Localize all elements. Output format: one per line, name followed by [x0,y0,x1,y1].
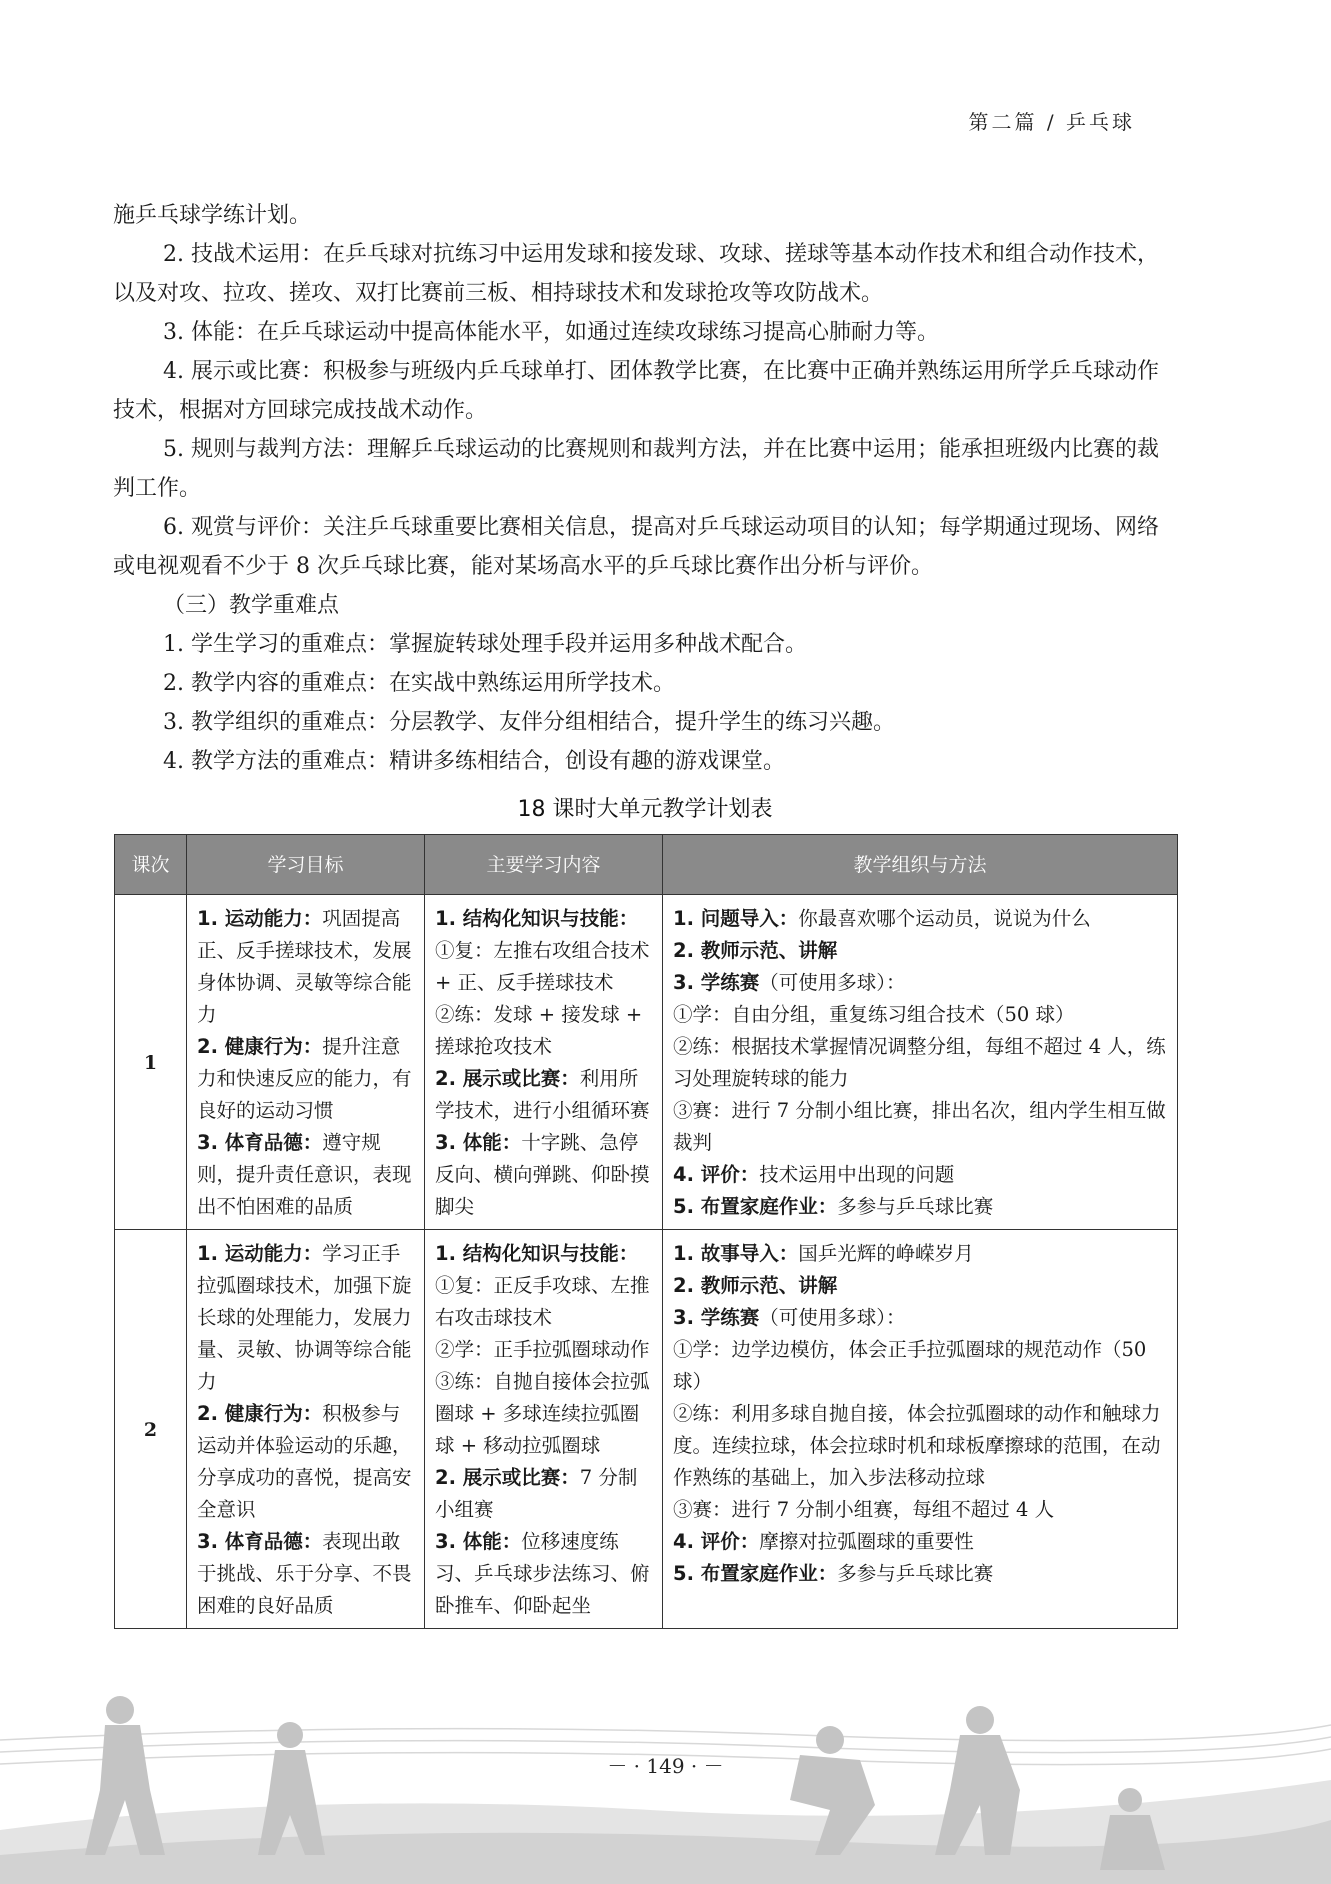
paragraph: 2. 技战术运用：在乒乓球对抗练习中运用发球和接发球、攻球、搓球等基本动作技术和组合动作技术，以及对攻、拉攻、搓攻、双打比赛前三板、相持球技术和发球抢攻等攻防战术。 [113,242,1159,306]
content-keyword: 2. 展示或比赛： [435,1067,580,1090]
method-keyword: 4. 评价： [673,1530,760,1553]
lesson-plan-table [114,834,1178,1629]
paragraph: 3. 体能：在乒乓球运动中提高体能水平，如通过连续攻球练习提高心肺耐力等。 [163,320,939,345]
content-line [435,1238,652,1270]
body-text [113,196,1177,781]
lesson-number: 2 [115,1230,187,1629]
goal-line [197,1127,414,1223]
content-text: ②学：正手拉弧圈球动作 [435,1338,650,1361]
table-row [115,895,1178,1230]
method-keyword: 1. 问题导入： [673,907,799,930]
goal-line [197,1526,414,1622]
methods-cell [663,1230,1178,1629]
header-lesson: 课次 [115,835,187,895]
method-line [673,903,1167,935]
content-line [435,1366,652,1462]
paragraph: 5. 规则与裁判方法：理解乒乓球运动的比赛规则和裁判方法，并在比赛中运用；能承担班级内比赛的裁判工作。 [113,437,1159,501]
goal-line [197,1238,414,1398]
method-text: 摩擦对拉弧圈球的重要性 [759,1530,974,1553]
content-text: 7 分制小组赛 [435,1466,638,1521]
header-goals: 学习目标 [187,835,425,895]
content-line [435,1270,652,1334]
goal-text: 遵守规则，提升责任意识，表现出不怕困难的品质 [197,1131,412,1218]
content-keyword: 1. 结构化知识与技能： [435,907,639,930]
method-keyword: 1. 故事导入： [673,1242,799,1265]
method-line [673,967,1167,999]
method-text: ③赛：进行 7 分制小组赛，每组不超过 4 人 [673,1498,1055,1521]
goal-text: 提升注意力和快速反应的能力，有良好的运动习惯 [197,1035,412,1122]
method-keyword: 5. 布置家庭作业： [673,1195,838,1218]
method-text: ①学：边学边模仿，体会正手拉弧圈球的规范动作（50 球） [673,1338,1147,1393]
method-line [673,1334,1167,1398]
paragraph: 1. 学生学习的重难点：掌握旋转球处理手段并运用多种战术配合。 [163,632,807,657]
method-text: 多参与乒乓球比赛 [837,1195,994,1218]
method-line [673,1526,1167,1558]
method-line [673,935,1167,967]
method-line [673,1558,1167,1590]
content-line [435,1526,652,1622]
method-line [673,1031,1167,1095]
method-line [673,1238,1167,1270]
content-line [435,1462,652,1526]
method-line [673,1191,1167,1223]
footer-decoration [0,1680,1331,1884]
method-line [673,1095,1167,1159]
goal-line [197,903,414,1031]
goal-line [197,1398,414,1526]
header-methods: 教学组织与方法 [663,835,1178,895]
goal-keyword: 2. 健康行为： [197,1035,323,1058]
content-keyword: 2. 展示或比赛： [435,1466,580,1489]
content-text: 利用所学技术，进行小组循环赛 [435,1067,650,1122]
content-text: ③练：自抛自接体会拉弧圈球 + 多球连续拉弧圈球 + 移动拉弧圈球 [435,1370,650,1457]
method-keyword: 2. 教师示范、讲解 [673,1274,838,1297]
method-text: 多参与乒乓球比赛 [837,1562,994,1585]
method-text: ②练：利用多球自抛自接，体会拉弧圈球的动作和触球力度。连续拉球，体会拉球时机和球板摩擦球的范围，在动作熟练的基础上，加入步法移动拉球 [673,1402,1161,1489]
content-keyword: 3. 体能： [435,1131,522,1154]
lesson-number: 1 [115,895,187,1230]
running-header: 第二篇 / 乒乓球 [968,110,1135,134]
goal-keyword: 1. 运动能力： [197,907,323,930]
goals-cell [187,1230,425,1629]
paragraph: 施乒乓球学练计划。 [113,203,312,228]
content-keyword: 3. 体能： [435,1530,522,1553]
method-keyword: 3. 学练赛 [673,1306,760,1329]
table-row [115,1230,1178,1629]
content-line [435,1334,652,1366]
content-line [435,999,652,1063]
method-text: 你最喜欢哪个运动员，说说为什么 [798,907,1091,930]
content-line [435,1063,652,1127]
method-keyword: 3. 学练赛 [673,971,760,994]
content-text: 位移速度练习、乒乓球步法练习、俯卧推车、仰卧起坐 [435,1530,650,1617]
paragraph: 4. 展示或比赛：积极参与班级内乒乓球单打、团体教学比赛，在比赛中正确并熟练运用所学乒乓球动作技术，根据对方回球完成技战术动作。 [113,359,1159,423]
method-line [673,1302,1167,1334]
goal-keyword: 3. 体育品德： [197,1131,323,1154]
content-text: ①复：正反手攻球、左推右攻击球技术 [435,1274,650,1329]
content-text: 十字跳、急停反向、横向弹跳、仰卧摸脚尖 [435,1131,650,1218]
method-text: ①学：自由分组，重复练习组合技术（50 球） [673,1003,1075,1026]
method-text: 国乒光辉的峥嵘岁月 [798,1242,974,1265]
page-number: － · 149 · － [607,1754,724,1778]
method-text: 技术运用中出现的问题 [759,1163,955,1186]
paragraph: 6. 观赏与评价：关注乒乓球重要比赛相关信息，提高对乒乓球运动项目的认知；每学期通过现场、网络或电视观看不少于 8 次乒乓球比赛，能对某场高水平的乒乓球比赛作出分析与评价。 [113,515,1159,579]
goal-keyword: 3. 体育品德： [197,1530,323,1553]
paragraph: （三）教学重难点 [163,593,340,618]
content-text: ②练：发球 + 接发球 + 搓球抢攻技术 [435,1003,643,1058]
paragraph: 4. 教学方法的重难点：精讲多练相结合，创设有趣的游戏课堂。 [163,749,785,774]
paragraph: 2. 教学内容的重难点：在实战中熟练运用所学技术。 [163,671,675,696]
content-cell [425,1230,663,1629]
goal-keyword: 1. 运动能力： [197,1242,323,1265]
content-line [435,1127,652,1223]
goal-text: 学习正手拉弧圈球技术，加强下旋长球的处理能力，发展力量、灵敏、协调等综合能力 [197,1242,412,1393]
content-line [435,935,652,999]
method-keyword: 4. 评价： [673,1163,760,1186]
method-text: ②练：根据技术掌握情况调整分组，每组不超过 4 人，练习处理旋转球的能力 [673,1035,1166,1090]
goal-text: 积极参与运动并体验运动的乐趣，分享成功的喜悦，提高安全意识 [197,1402,412,1521]
goal-text: 巩固提高正、反手搓球技术，发展身体协调、灵敏等综合能力 [197,907,412,1026]
method-line [673,999,1167,1031]
method-keyword: 2. 教师示范、讲解 [673,939,838,962]
header-content: 主要学习内容 [425,835,663,895]
method-text: （可使用多球）： [759,971,906,994]
content-cell [425,895,663,1230]
method-line [673,1270,1167,1302]
goal-keyword: 2. 健康行为： [197,1402,323,1425]
method-line [673,1494,1167,1526]
method-text: ③赛：进行 7 分制小组比赛，排出名次，组内学生相互做裁判 [673,1099,1166,1154]
goal-line [197,1031,414,1127]
goals-cell [187,895,425,1230]
method-line [673,1398,1167,1494]
paragraph: 3. 教学组织的重难点：分层教学、友伴分组相结合，提升学生的练习兴趣。 [163,710,895,735]
method-keyword: 5. 布置家庭作业： [673,1562,838,1585]
content-line [435,903,652,935]
content-text: ①复：左推右攻组合技术 + 正、反手搓球技术 [435,939,650,994]
table-header-row [115,835,1178,895]
method-line [673,1159,1167,1191]
table-title: 18 课时大单元教学计划表 [517,797,773,822]
method-text: （可使用多球）： [759,1306,906,1329]
goal-text: 表现出敢于挑战、乐于分享、不畏困难的良好品质 [197,1530,412,1617]
methods-cell [663,895,1178,1230]
content-keyword: 1. 结构化知识与技能： [435,1242,639,1265]
